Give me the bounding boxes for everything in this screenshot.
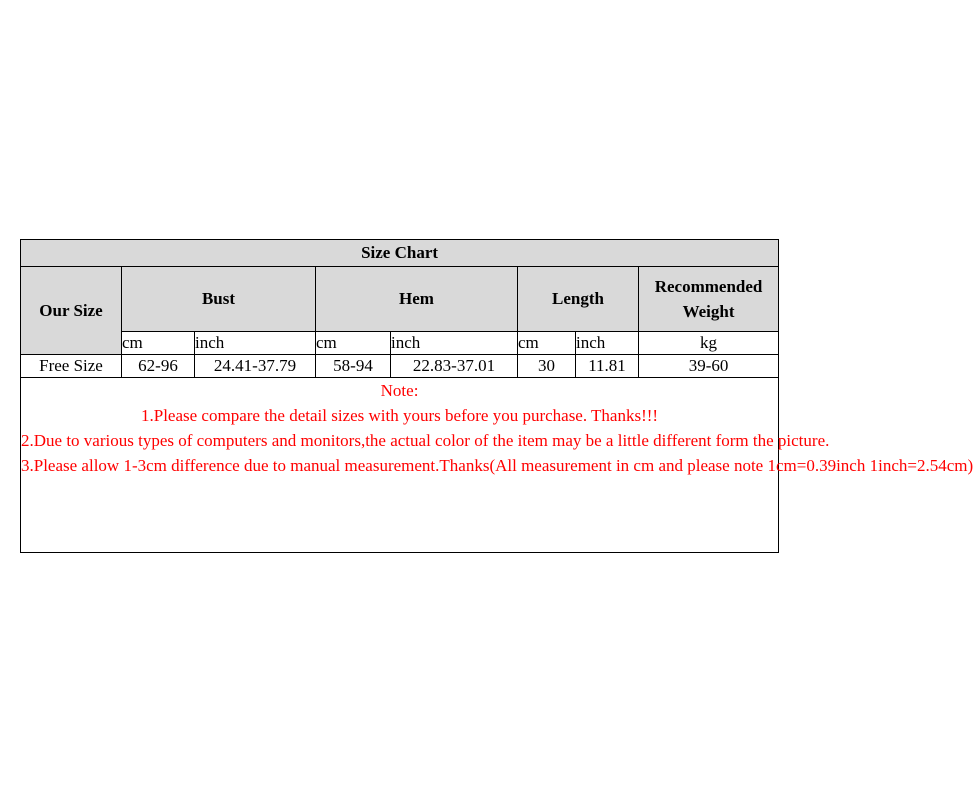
unit-length-cm: cm xyxy=(518,332,576,355)
header-hem: Hem xyxy=(316,267,518,332)
note-heading: Note: xyxy=(380,381,419,400)
header-bust: Bust xyxy=(122,267,316,332)
title-row xyxy=(21,240,779,267)
unit-hem-cm: cm xyxy=(316,332,391,355)
note-cell xyxy=(21,378,973,553)
unit-weight-kg: kg xyxy=(639,332,779,355)
size-chart-table xyxy=(20,239,973,553)
header-our-size: Our Size xyxy=(21,267,122,355)
cell-bust-cm: 62-96 xyxy=(122,355,195,378)
unit-hem-inch: inch xyxy=(391,332,518,355)
note-line-1: 1.Please compare the detail sizes with yours before you purchase. Thanks!!! xyxy=(141,406,659,425)
note-line-2: 2.Due to various types of computers and monitors,the actual color of the item may be a little different form the picture. xyxy=(21,431,830,450)
unit-bust-inch: inch xyxy=(195,332,316,355)
note-line-3: 3.Please allow 1-3cm difference due to manual measurement.Thanks(All measurement in cm and please note 1cm=0.39inch 1inch=2.54cm) xyxy=(21,456,973,475)
unit-row xyxy=(21,332,779,355)
table-row xyxy=(21,355,779,378)
cell-bust-inch: 24.41-37.79 xyxy=(195,355,316,378)
cell-length-inch: 11.81 xyxy=(576,355,639,378)
unit-bust-cm: cm xyxy=(122,332,195,355)
cell-weight: 39-60 xyxy=(639,355,779,378)
cell-length-cm: 30 xyxy=(518,355,576,378)
header-row xyxy=(21,267,779,332)
unit-length-inch: inch xyxy=(576,332,639,355)
cell-size: Free Size xyxy=(21,355,122,378)
note-row xyxy=(21,378,779,553)
cell-hem-cm: 58-94 xyxy=(316,355,391,378)
cell-hem-inch: 22.83-37.01 xyxy=(391,355,518,378)
header-recommended-weight: Recommended Weight xyxy=(639,267,779,332)
table-title: Size Chart xyxy=(21,240,779,267)
header-length: Length xyxy=(518,267,639,332)
